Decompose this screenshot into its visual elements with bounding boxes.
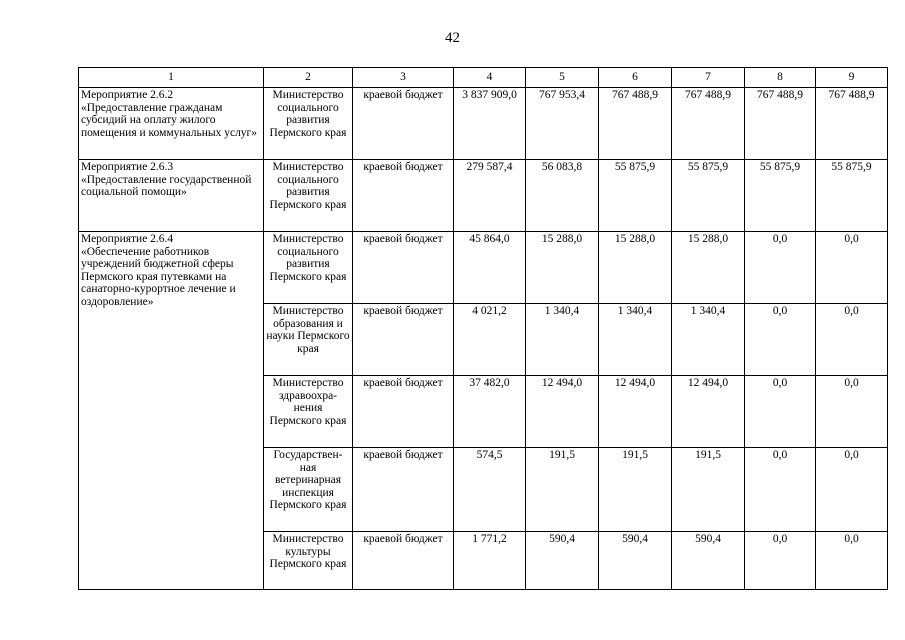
executor-cell: Государствен- ная ветеринарная инспекция Пермского края <box>264 448 353 532</box>
value-cell: 55 875,9 <box>599 160 672 232</box>
header-row <box>79 68 888 88</box>
value-cell: 574,5 <box>454 448 526 532</box>
value-cell: 15 288,0 <box>526 232 599 304</box>
value-cell: 12 494,0 <box>526 376 599 448</box>
value-cell: 45 864,0 <box>454 232 526 304</box>
value-cell: 191,5 <box>526 448 599 532</box>
column-header: 1 <box>79 68 264 88</box>
table-row <box>79 232 888 304</box>
value-cell: 0,0 <box>816 448 888 532</box>
value-cell: 15 288,0 <box>672 232 745 304</box>
value-cell: 767 488,9 <box>745 88 816 160</box>
value-cell: 15 288,0 <box>599 232 672 304</box>
value-cell: 55 875,9 <box>745 160 816 232</box>
column-header: 6 <box>599 68 672 88</box>
value-cell: 55 875,9 <box>672 160 745 232</box>
column-header: 7 <box>672 68 745 88</box>
value-cell: 12 494,0 <box>599 376 672 448</box>
source-cell: краевой бюджет <box>353 88 454 160</box>
column-header: 5 <box>526 68 599 88</box>
value-cell: 191,5 <box>599 448 672 532</box>
value-cell: 767 953,4 <box>526 88 599 160</box>
table-row <box>79 88 888 160</box>
value-cell: 3 837 909,0 <box>454 88 526 160</box>
column-header: 8 <box>745 68 816 88</box>
value-cell: 0,0 <box>816 376 888 448</box>
executor-cell: Министерство образования и науки Пермского края <box>264 304 353 376</box>
source-cell: краевой бюджет <box>353 448 454 532</box>
value-cell: 590,4 <box>526 532 599 590</box>
source-cell: краевой бюджет <box>353 532 454 590</box>
value-cell: 0,0 <box>745 304 816 376</box>
value-cell: 55 875,9 <box>816 160 888 232</box>
value-cell: 191,5 <box>672 448 745 532</box>
value-cell: 279 587,4 <box>454 160 526 232</box>
source-cell: краевой бюджет <box>353 304 454 376</box>
value-cell: 37 482,0 <box>454 376 526 448</box>
source-cell: краевой бюджет <box>353 232 454 304</box>
executor-cell: Министерство социального развития Пермского края <box>264 160 353 232</box>
executor-cell: Министерство социального развития Пермского края <box>264 232 353 304</box>
value-cell: 12 494,0 <box>672 376 745 448</box>
budget-table <box>78 67 888 590</box>
executor-cell: Министерство здравоохра- нения Пермского края <box>264 376 353 448</box>
value-cell: 56 083,8 <box>526 160 599 232</box>
source-cell: краевой бюджет <box>353 376 454 448</box>
value-cell: 590,4 <box>599 532 672 590</box>
column-header: 4 <box>454 68 526 88</box>
column-header: 9 <box>816 68 888 88</box>
value-cell: 0,0 <box>745 448 816 532</box>
table-row <box>79 160 888 232</box>
value-cell: 1 340,4 <box>526 304 599 376</box>
executor-cell: Министерство культуры Пермского края <box>264 532 353 590</box>
column-header: 2 <box>264 68 353 88</box>
value-cell: 0,0 <box>816 304 888 376</box>
measure-cell: Мероприятие 2.6.2 «Предоставление гражданам субсидий на оплату жилого помещения и коммунальных услуг» <box>79 88 264 160</box>
value-cell: 0,0 <box>745 232 816 304</box>
value-cell: 767 488,9 <box>672 88 745 160</box>
source-cell: краевой бюджет <box>353 160 454 232</box>
value-cell: 0,0 <box>816 232 888 304</box>
value-cell: 4 021,2 <box>454 304 526 376</box>
value-cell: 1 340,4 <box>599 304 672 376</box>
page-number: 42 <box>445 30 460 46</box>
column-header: 3 <box>353 68 454 88</box>
value-cell: 590,4 <box>672 532 745 590</box>
measure-cell: Мероприятие 2.6.3 «Предоставление государственной социальной помощи» <box>79 160 264 232</box>
executor-cell: Министерство социального развития Пермского края <box>264 88 353 160</box>
value-cell: 1 771,2 <box>454 532 526 590</box>
value-cell: 1 340,4 <box>672 304 745 376</box>
measure-cell: Мероприятие 2.6.4 «Обеспечение работников учреждений бюджетной сферы Пермского края путевками на санаторно-курортное лечение и оздоровление» <box>79 232 264 590</box>
value-cell: 767 488,9 <box>599 88 672 160</box>
value-cell: 767 488,9 <box>816 88 888 160</box>
value-cell: 0,0 <box>745 532 816 590</box>
value-cell: 0,0 <box>816 532 888 590</box>
value-cell: 0,0 <box>745 376 816 448</box>
